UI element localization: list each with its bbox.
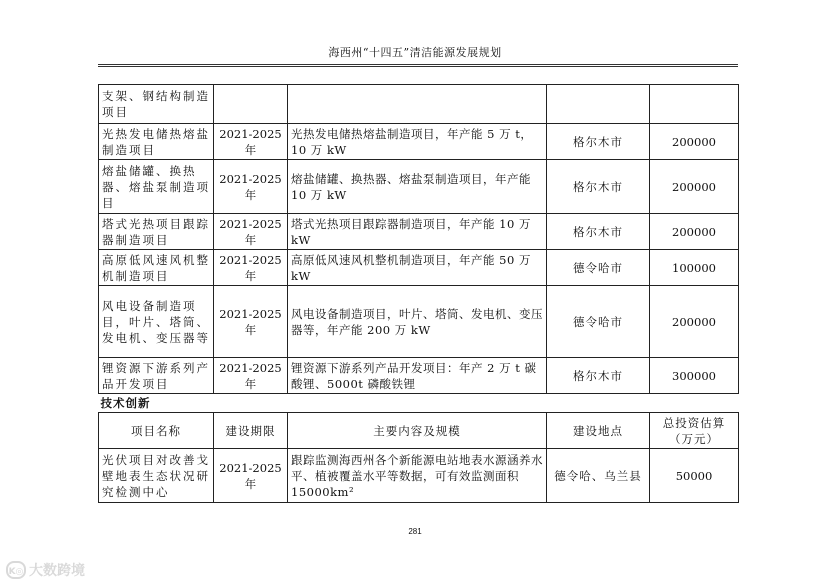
investment-cell: 50000 xyxy=(650,449,739,503)
investment-cell: 200000 xyxy=(650,286,739,358)
project-name-cell: 高原低风速风机整机制造项目 xyxy=(99,250,214,286)
content-cell: 熔盐储罐、换热器、熔盐泵制造项目，年产能 10 万 kW xyxy=(288,160,547,214)
table-row xyxy=(99,250,739,286)
content-cell xyxy=(288,85,547,124)
content-cell: 锂资源下游系列产品开发项目：年产 2 万 t 碳酸锂、5000t 磷酸铁锂 xyxy=(288,358,547,394)
period-cell: 2021-2025年 xyxy=(214,214,288,250)
project-name-cell: 光伏项目对改善戈壁地表生态状况研究检测中心 xyxy=(99,449,214,503)
content-cell: 跟踪监测海西州各个新能源电站地表水源涵养水平、植被覆盖水平等数据，可有效监测面积 15000km² xyxy=(288,449,547,503)
project-table xyxy=(98,84,739,503)
location-cell: 格尔木市 xyxy=(547,160,650,214)
project-name-cell: 熔盐储罐、换热器、熔盐泵制造项目 xyxy=(99,160,214,214)
location-cell: 格尔木市 xyxy=(547,124,650,160)
section-title: 技术创新 xyxy=(99,394,739,413)
watermark-logo-icon: K◎ xyxy=(6,561,26,579)
watermark-text: 大数跨境 xyxy=(29,563,85,579)
table-row xyxy=(99,160,739,214)
location-cell: 格尔木市 xyxy=(547,358,650,394)
location-cell: 格尔木市 xyxy=(547,214,650,250)
column-header-location: 建设地点 xyxy=(547,413,650,449)
table-row xyxy=(99,286,739,358)
column-header-content: 主要内容及规模 xyxy=(288,413,547,449)
period-cell: 2021-2025年 xyxy=(214,449,288,503)
column-header-investment: 总投资估算（万元） xyxy=(650,413,739,449)
investment-cell xyxy=(650,85,739,124)
investment-cell: 100000 xyxy=(650,250,739,286)
investment-cell: 200000 xyxy=(650,214,739,250)
location-cell: 德令哈、乌兰县 xyxy=(547,449,650,503)
watermark xyxy=(6,560,85,580)
project-name-cell: 光热发电储热熔盐制造项目 xyxy=(99,124,214,160)
table-row xyxy=(99,124,739,160)
location-cell: 德令哈市 xyxy=(547,250,650,286)
period-cell: 2021-2025年 xyxy=(214,160,288,214)
page-number: 281 xyxy=(408,527,422,536)
investment-cell: 200000 xyxy=(650,160,739,214)
page-header-title: 海西州“十四五”清洁能源发展规划 xyxy=(328,46,502,59)
column-header-name: 项目名称 xyxy=(99,413,214,449)
header-rule xyxy=(98,64,738,65)
period-cell xyxy=(214,85,288,124)
table-row xyxy=(99,85,739,124)
period-cell: 2021-2025年 xyxy=(214,286,288,358)
header-rule-secondary xyxy=(98,66,738,67)
project-name-cell: 风电设备制造项目，叶片、塔筒、发电机、变压器等 xyxy=(99,286,214,358)
location-cell xyxy=(547,85,650,124)
column-header-period: 建设期限 xyxy=(214,413,288,449)
project-name-cell: 塔式光热项目跟踪器制造项目 xyxy=(99,214,214,250)
table-row xyxy=(99,449,739,503)
content-cell: 塔式光热项目跟踪器制造项目，年产能 10 万 kW xyxy=(288,214,547,250)
content-cell: 高原低风速风机整机制造项目，年产能 50 万 kW xyxy=(288,250,547,286)
project-name-cell: 锂资源下游系列产品开发项目 xyxy=(99,358,214,394)
project-name-cell: 支架、钢结构制造项目 xyxy=(99,85,214,124)
location-cell: 德令哈市 xyxy=(547,286,650,358)
period-cell: 2021-2025年 xyxy=(214,250,288,286)
period-cell: 2021-2025年 xyxy=(214,358,288,394)
period-cell: 2021-2025年 xyxy=(214,124,288,160)
table-row xyxy=(99,214,739,250)
section-row xyxy=(99,394,739,413)
content-cell: 风电设备制造项目，叶片、塔筒、发电机、变压器等，年产能 200 万 kW xyxy=(288,286,547,358)
content-cell: 光热发电储热熔盐制造项目，年产能 5 万 t，10 万 kW xyxy=(288,124,547,160)
table-header-row xyxy=(99,413,739,449)
investment-cell: 200000 xyxy=(650,124,739,160)
table-row xyxy=(99,358,739,394)
investment-cell: 300000 xyxy=(650,358,739,394)
